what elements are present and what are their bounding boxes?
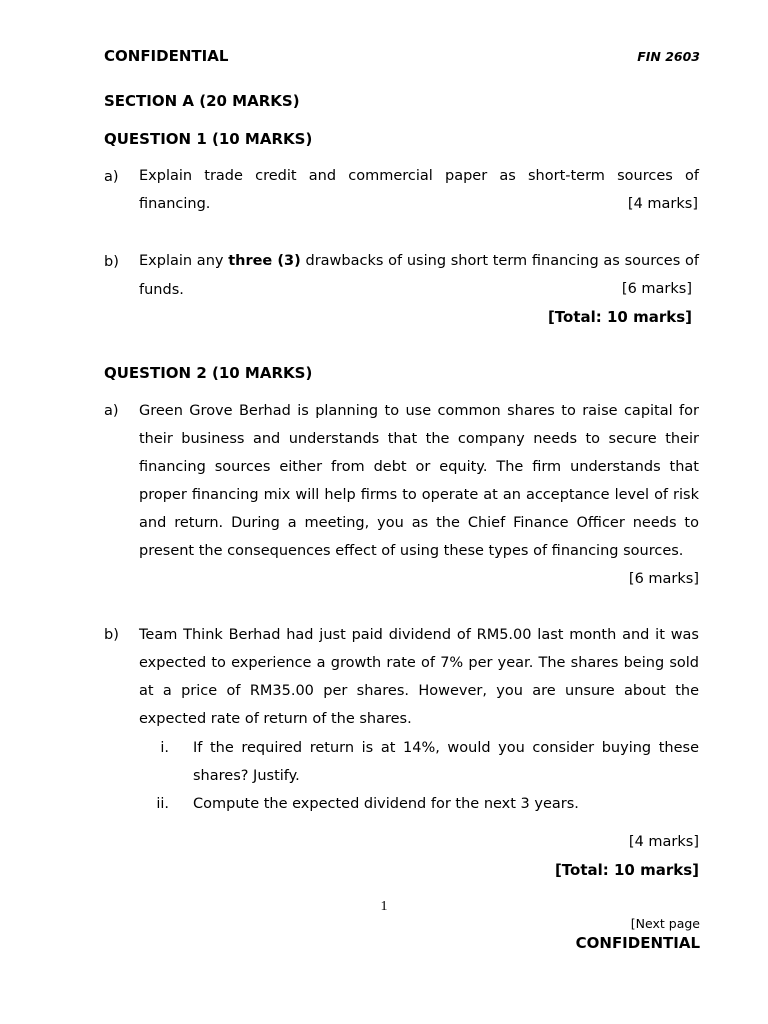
question-2b-sub-i-label: i. [160,740,169,756]
question-2-total: [Total: 10 marks] [554,861,699,879]
question-2b-sub-ii-label: ii. [156,796,169,812]
next-page-note: [Next page [630,916,700,931]
question-1b-text [139,247,699,275]
question-2a-label: a) [104,403,119,419]
question-2a-marks: [6 marks] [628,571,699,587]
question-1a-label: a) [104,169,119,185]
question-1b-label: b) [104,254,119,270]
page-number: 1 [380,899,388,914]
question-2b-label: b) [104,627,119,643]
question-1b-text-before: Explain any [139,253,229,269]
question-1b-marks: [6 marks] [621,281,692,297]
question-2a-text: Green Grove Berhad is planning to use common shares to raise capital for their business and understands that the company needs to secure their financing sources either from debt or equity. The firm understands that proper financing mix will help firms to operate at an acceptance level of risk and return. During a meeting, you as the Chief Finance Officer needs to present the consequences effect of using these types of financing sources. [139,403,699,559]
question-2b-sub-i-text: If the required return is at 14%, would you consider buying these shares? Justify. [193,740,699,784]
header-confidential: CONFIDENTIAL [104,47,229,65]
question-2b-marks: [4 marks] [628,834,699,850]
question-2-title: QUESTION 2 (10 MARKS) [104,364,313,382]
question-2b-sub-ii-text: Compute the expected dividend for the next 3 years. [193,796,579,812]
question-1-title: QUESTION 1 (10 MARKS) [104,130,313,148]
question-1b-text-bold: three (3) [228,253,301,269]
course-code: FIN 2603 [637,49,700,64]
section-title: SECTION A (20 MARKS) [104,92,300,110]
question-1a-marks: [4 marks] [627,196,698,212]
question-1b-text-line2: funds. [139,282,184,298]
question-1b-text-after: drawbacks of using short term financing as sources of [300,253,699,269]
question-1-total: [Total: 10 marks] [547,308,692,326]
footer-confidential: CONFIDENTIAL [575,934,700,952]
question-2b-text: Team Think Berhad had just paid dividend of RM5.00 last month and it was expected to experience a growth rate of 7% per year. The shares being sold at a price of RM35.00 per shares. However, you are unsure about the expected rate of return of the shares. [139,627,699,727]
question-1a-text: Explain trade credit and commercial paper as short-term sources of financing. [139,168,699,212]
